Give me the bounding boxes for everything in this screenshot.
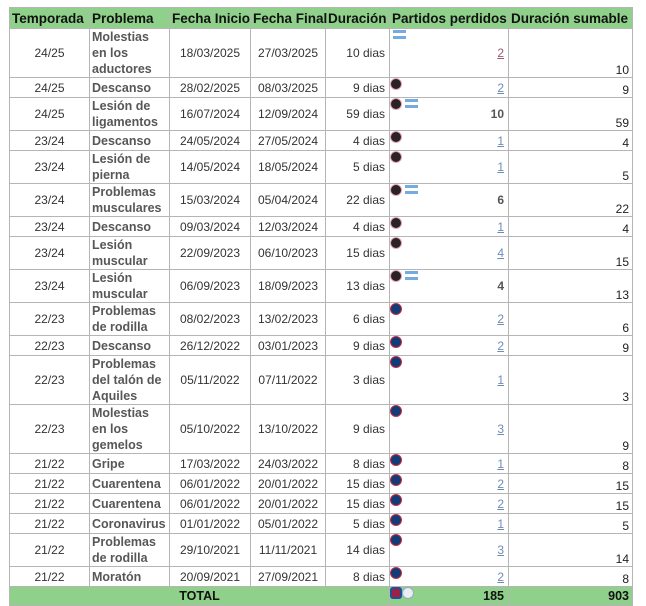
ball-icon [402,587,414,599]
cell-problema[interactable]: Molestias en los aductores [90,29,170,78]
cell-problema[interactable]: Descanso [90,217,170,237]
cell-partidos-perdidos[interactable] [390,184,509,217]
cell-duracion[interactable]: 4 dias [326,131,390,151]
team-icons [390,98,418,110]
inter-miami-icon [390,78,402,90]
cell-fecha-inicio[interactable]: 29/10/2021 [170,534,251,567]
cell-fecha-final[interactable]: 12/09/2024 [251,98,326,131]
cell-fecha-inicio[interactable]: 15/03/2024 [170,184,251,217]
cell-fecha-inicio[interactable]: 22/09/2023 [170,237,251,270]
partidos-link[interactable]: 2 [497,569,504,584]
cell-fecha-final[interactable]: 13/02/2023 [251,303,326,336]
cell-partidos-perdidos[interactable] [390,151,509,184]
header-temporada[interactable]: Temporada [10,8,90,29]
table-row [10,98,633,131]
cell-fecha-final[interactable]: 03/01/2023 [251,336,326,356]
team-icons [390,270,418,282]
inter-miami-icon [390,98,402,110]
cell-duracion-sumable[interactable]: 4 [509,131,633,151]
cell-fecha-inicio[interactable]: 08/02/2023 [170,303,251,336]
cell-fecha-inicio[interactable]: 09/03/2024 [170,217,251,237]
table-row [10,336,633,356]
total-partidos[interactable] [390,587,509,606]
cell-temporada[interactable]: 23/24 [10,184,90,217]
cell-problema[interactable]: Problemas de rodilla [90,534,170,567]
cell-problema[interactable]: Problemas del talón de Aquiles [90,356,170,405]
cell-fecha-inicio[interactable]: 06/01/2022 [170,494,251,514]
cell-partidos-perdidos[interactable] [390,474,509,494]
cell-duracion-sumable[interactable]: 4 [509,217,633,237]
partidos-link[interactable]: 2 [497,46,504,60]
cell-fecha-inicio[interactable]: 18/03/2025 [170,29,251,78]
table-row [10,303,633,336]
cell-partidos-perdidos[interactable] [390,131,509,151]
team-icons [390,336,402,348]
cell-fecha-final[interactable]: 05/04/2024 [251,184,326,217]
cell-duracion-sumable[interactable]: 14 [509,534,633,567]
team-icons [390,29,406,39]
cell-fecha-final[interactable]: 18/09/2023 [251,270,326,303]
cell-partidos-perdidos[interactable] [390,454,509,474]
cell-temporada[interactable]: 22/23 [10,303,90,336]
cell-fecha-inicio[interactable]: 05/10/2022 [170,405,251,454]
cell-fecha-inicio[interactable]: 01/01/2022 [170,514,251,534]
cell-fecha-final[interactable]: 05/01/2022 [251,514,326,534]
cell-partidos-perdidos[interactable] [390,534,509,567]
table-row [10,405,633,454]
cell-temporada[interactable]: 23/24 [10,217,90,237]
cell-fecha-inicio[interactable]: 14/05/2024 [170,151,251,184]
cell-problema[interactable]: Problemas musculares [90,184,170,217]
cell-duracion[interactable]: 9 dias [326,405,390,454]
partidos-link[interactable]: 1 [497,373,504,387]
header-fecha-inicio[interactable]: Fecha Inicio [170,8,251,29]
partidos-link[interactable]: 3 [497,543,504,557]
cell-duracion[interactable]: 4 dias [326,217,390,237]
cell-fecha-final[interactable]: 11/11/2021 [251,534,326,567]
psg-icon [390,567,402,579]
spreadsheet [9,7,633,606]
inter-miami-icon [390,184,402,196]
psg-icon [390,356,402,368]
cell-fecha-inicio[interactable]: 20/09/2021 [170,567,251,587]
psg-icon [390,494,402,506]
partidos-link[interactable]: 1 [497,516,504,531]
header-partidos-perdidos[interactable]: Partidos perdidos [390,8,509,29]
cell-duracion[interactable]: 6 dias [326,303,390,336]
table-row [10,356,633,405]
cell-problema[interactable]: Problemas de rodilla [90,303,170,336]
cell-duracion-sumable[interactable]: 9 [509,336,633,356]
cell-duracion[interactable]: 5 dias [326,151,390,184]
inter-miami-icon [390,237,402,249]
cell-partidos-perdidos[interactable] [390,494,509,514]
fc-barcelona-icon [390,587,402,599]
cell-temporada[interactable]: 21/22 [10,494,90,514]
partidos-value: 10 [490,107,504,121]
cell-duracion[interactable]: 8 dias [326,567,390,587]
cell-temporada[interactable]: 21/22 [10,514,90,534]
cell-problema[interactable]: Lesión muscular [90,237,170,270]
inter-miami-icon [390,217,402,229]
cell-partidos-perdidos[interactable] [390,237,509,270]
team-icons [390,356,402,368]
cell-duracion-sumable[interactable]: 9 [509,78,633,98]
total-label: TOTAL [10,587,390,606]
table-row [10,131,633,151]
psg-icon [390,534,402,546]
partidos-link[interactable]: 4 [497,246,504,260]
cell-problema[interactable]: Lesión muscular [90,270,170,303]
cell-duracion-sumable[interactable]: 10 [509,29,633,78]
total-partidos-value: 185 [483,589,504,603]
table-row [10,237,633,270]
team-icons [390,405,402,417]
cell-temporada[interactable]: 21/22 [10,454,90,474]
cell-fecha-final[interactable]: 24/03/2022 [251,454,326,474]
cell-fecha-inicio[interactable]: 05/11/2022 [170,356,251,405]
argentina-flag-icon [405,271,418,280]
table-row [10,494,633,514]
cell-temporada[interactable]: 23/24 [10,131,90,151]
team-icons [390,237,402,249]
cell-partidos-perdidos[interactable] [390,303,509,336]
cell-temporada[interactable]: 21/22 [10,567,90,587]
cell-duracion-sumable[interactable]: 13 [509,270,633,303]
cell-duracion[interactable]: 3 dias [326,356,390,405]
psg-icon [390,474,402,486]
cell-temporada[interactable]: 22/23 [10,356,90,405]
cell-problema[interactable]: Cuarentena [90,474,170,494]
table-row [10,29,633,78]
cell-duracion-sumable[interactable]: 15 [509,494,633,514]
cell-duracion[interactable]: 8 dias [326,454,390,474]
cell-problema[interactable]: Lesión de pierna [90,151,170,184]
cell-fecha-inicio[interactable]: 06/01/2022 [170,474,251,494]
table-row [10,454,633,474]
cell-fecha-final[interactable]: 12/03/2024 [251,217,326,237]
cell-fecha-inicio[interactable]: 28/02/2025 [170,78,251,98]
argentina-flag-icon [405,185,418,194]
inter-miami-icon [390,151,402,163]
cell-problema[interactable]: Gripe [90,454,170,474]
cell-fecha-final[interactable]: 06/10/2023 [251,237,326,270]
cell-problema[interactable]: Cuarentena [90,494,170,514]
cell-partidos-perdidos[interactable] [390,78,509,98]
partidos-link[interactable]: 2 [497,496,504,511]
cell-partidos-perdidos[interactable] [390,405,509,454]
total-row [10,587,633,606]
cell-fecha-inicio[interactable]: 26/12/2022 [170,336,251,356]
psg-icon [390,303,402,315]
cell-duracion-sumable[interactable]: 9 [509,405,633,454]
partidos-link[interactable]: 2 [497,312,504,326]
cell-fecha-final[interactable]: 08/03/2025 [251,78,326,98]
cell-duracion[interactable]: 9 dias [326,78,390,98]
cell-problema[interactable]: Lesión de ligamentos [90,98,170,131]
header-duracion[interactable]: Duración [326,8,390,29]
cell-fecha-final[interactable]: 20/01/2022 [251,474,326,494]
partidos-link[interactable]: 2 [497,476,504,491]
cell-duracion[interactable]: 10 dias [326,29,390,78]
cell-problema[interactable]: Molestias en los gemelos [90,405,170,454]
table-row [10,184,633,217]
partidos-link[interactable]: 1 [497,219,504,234]
cell-fecha-final[interactable]: 27/09/2021 [251,567,326,587]
cell-duracion-sumable[interactable]: 59 [509,98,633,131]
cell-partidos-perdidos[interactable] [390,514,509,534]
cell-temporada[interactable]: 23/24 [10,270,90,303]
inter-miami-icon [390,131,402,143]
cell-duracion[interactable]: 15 dias [326,494,390,514]
cell-duracion[interactable]: 15 dias [326,474,390,494]
cell-duracion[interactable]: 15 dias [326,237,390,270]
cell-problema[interactable]: Moratón [90,567,170,587]
team-icons [390,534,402,546]
psg-icon [390,454,402,466]
cell-temporada[interactable]: 21/22 [10,534,90,567]
header-duracion-sumable[interactable]: Duración sumable [509,8,633,29]
cell-problema[interactable]: Descanso [90,336,170,356]
table-row [10,270,633,303]
cell-duracion-sumable[interactable]: 15 [509,237,633,270]
cell-temporada[interactable]: 24/25 [10,98,90,131]
cell-fecha-final[interactable]: 27/03/2025 [251,29,326,78]
cell-duracion-sumable[interactable]: 8 [509,454,633,474]
team-icons [390,474,402,486]
total-sum[interactable]: 903 [509,587,633,606]
cell-fecha-inicio[interactable]: 16/07/2024 [170,98,251,131]
table-row [10,217,633,237]
cell-partidos-perdidos[interactable] [390,217,509,237]
cell-fecha-inicio[interactable]: 06/09/2023 [170,270,251,303]
partidos-link[interactable]: 1 [497,133,504,148]
team-icons [390,217,402,229]
cell-temporada[interactable]: 24/25 [10,29,90,78]
partidos-link[interactable]: 2 [497,338,504,353]
header-problema[interactable]: Problema [90,8,170,29]
table-row [10,514,633,534]
cell-temporada[interactable]: 24/25 [10,78,90,98]
cell-partidos-perdidos[interactable] [390,29,509,78]
cell-duracion[interactable]: 22 dias [326,184,390,217]
cell-temporada[interactable]: 23/24 [10,151,90,184]
cell-partidos-perdidos[interactable] [390,356,509,405]
inter-miami-icon [390,270,402,282]
table-row [10,78,633,98]
psg-icon [390,514,402,526]
total-icons [390,587,414,599]
cell-duracion-sumable[interactable]: 22 [509,184,633,217]
partidos-value: 6 [497,193,504,207]
cell-partidos-perdidos[interactable] [390,270,509,303]
cell-fecha-final[interactable]: 07/11/2022 [251,356,326,405]
cell-problema[interactable]: Coronavirus [90,514,170,534]
injury-table [9,7,633,606]
cell-temporada[interactable]: 22/23 [10,405,90,454]
cell-fecha-inicio[interactable]: 24/05/2024 [170,131,251,151]
cell-problema[interactable]: Descanso [90,131,170,151]
team-icons [390,303,402,315]
partidos-link[interactable]: 2 [497,80,504,95]
table-row [10,567,633,587]
cell-partidos-perdidos[interactable] [390,336,509,356]
cell-fecha-final[interactable]: 20/01/2022 [251,494,326,514]
cell-problema[interactable]: Descanso [90,78,170,98]
team-icons [390,151,402,163]
team-icons [390,454,402,466]
cell-temporada[interactable]: 22/23 [10,336,90,356]
team-icons [390,131,402,143]
partidos-value: 4 [497,279,504,293]
cell-fecha-final[interactable]: 13/10/2022 [251,405,326,454]
cell-temporada[interactable]: 21/22 [10,474,90,494]
psg-icon [390,405,402,417]
partidos-link[interactable]: 1 [497,160,504,174]
cell-fecha-final[interactable]: 18/05/2024 [251,151,326,184]
cell-fecha-inicio[interactable]: 17/03/2022 [170,454,251,474]
table-row [10,534,633,567]
team-icons [390,494,402,506]
argentina-flag-icon [393,30,406,39]
header-fecha-final[interactable]: Fecha Final [251,8,326,29]
cell-duracion[interactable]: 59 dias [326,98,390,131]
table-row [10,151,633,184]
cell-partidos-perdidos[interactable] [390,567,509,587]
cell-duracion-sumable[interactable]: 5 [509,151,633,184]
team-icons [390,567,402,579]
partidos-link[interactable]: 3 [497,422,504,436]
table-row [10,474,633,494]
cell-duracion-sumable[interactable]: 8 [509,567,633,587]
cell-duracion[interactable]: 14 dias [326,534,390,567]
cell-duracion[interactable]: 5 dias [326,514,390,534]
cell-duracion-sumable[interactable]: 3 [509,356,633,405]
partidos-link[interactable]: 1 [497,456,504,471]
cell-fecha-final[interactable]: 27/05/2024 [251,131,326,151]
cell-duracion-sumable[interactable]: 5 [509,514,633,534]
cell-duracion[interactable]: 9 dias [326,336,390,356]
cell-duracion-sumable[interactable]: 15 [509,474,633,494]
team-icons [390,78,402,90]
table-body [10,29,633,606]
team-icons [390,184,418,196]
team-icons [390,514,402,526]
psg-icon [390,336,402,348]
argentina-flag-icon [405,99,418,108]
cell-partidos-perdidos[interactable] [390,98,509,131]
cell-duracion[interactable]: 13 dias [326,270,390,303]
cell-temporada[interactable]: 23/24 [10,237,90,270]
header-row [10,8,633,29]
cell-duracion-sumable[interactable]: 6 [509,303,633,336]
